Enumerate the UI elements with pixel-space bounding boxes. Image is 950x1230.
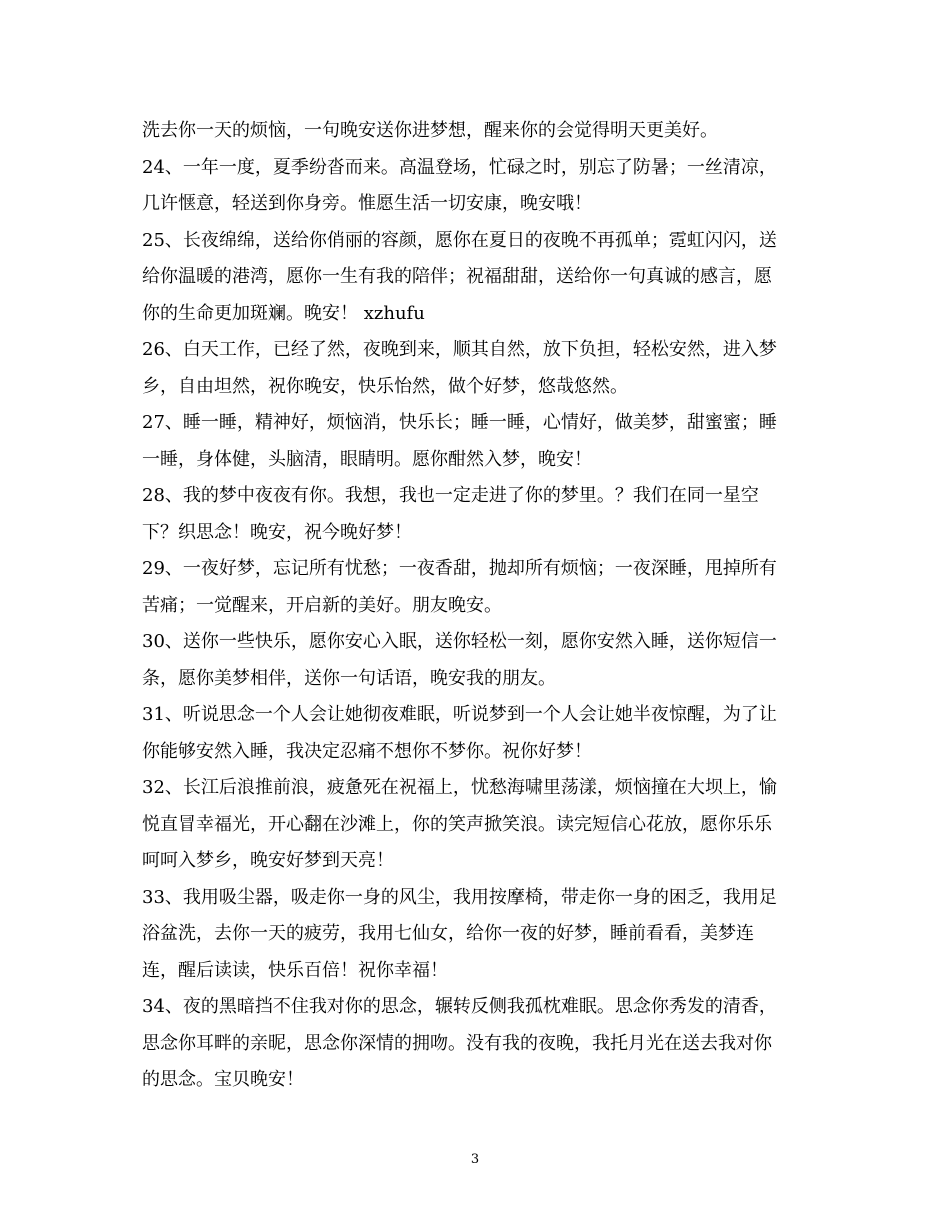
- text-line: 乡，自由坦然，祝你晚安，快乐怡然，做个好梦，悠哉悠然。: [142, 375, 628, 397]
- text-line: 25、长夜绵绵，送给你俏丽的容颜，愿你在夏日的夜晚不再孤单；霓虹闪闪，送: [142, 229, 777, 251]
- text-line: 洗去你一天的烦恼，一句晚安送你进梦想，醒来你的会觉得明天更美好。: [142, 120, 718, 141]
- document-body: [142, 113, 800, 1099]
- text-line: 27、睡一睡，精神好，烦恼消，快乐长；睡一睡，心情好，做美梦，甜蜜蜜；睡: [142, 412, 777, 433]
- text-line: 几许惬意，轻送到你身旁。惟愿生活一切安康，晚安哦！: [142, 193, 592, 214]
- text-line: 浴盆洗，去你一天的疲劳，我用七仙女，给你一夜的好梦，睡前看看，美梦连: [142, 923, 754, 944]
- page-number: 3: [470, 1152, 480, 1167]
- text-line: 28、我的梦中夜夜有你。我想，我也一定走进了你的梦里。？我们在同一星空: [142, 485, 759, 506]
- text-line: 苦痛；一觉醒来，开启新的美好。朋友晚安。: [142, 594, 502, 616]
- text-line: 给你温暖的港湾，愿你一生有我的陪伴；祝福甜甜，送给你一句真诚的感言，愿: [142, 266, 772, 287]
- text-line: 一睡，身体健，头脑清，眼睛明。愿你酣然入梦，晚安！: [142, 448, 592, 470]
- text-line: 的思念。宝贝晚安！: [142, 1069, 304, 1090]
- text-line: 你能够安然入睡，我决定忍痛不想你不梦你。祝你好梦！: [142, 740, 592, 762]
- text-line: 下？织思念！晚安，祝今晚好梦！: [142, 521, 412, 543]
- text-line: 29、一夜好梦，忘记所有忧愁；一夜香甜，抛却所有烦恼；一夜深睡，甩掉所有: [142, 558, 777, 579]
- text-line: 30、送你一些快乐，愿你安心入眠，送你轻松一刻，愿你安然入睡，送你短信一: [142, 631, 777, 652]
- text-line: 你的生命更加斑斓。晚安！ xzhufu: [142, 302, 425, 324]
- text-line: 呵呵入梦乡，晚安好梦到天亮！: [142, 850, 394, 871]
- text-line: 24、一年一度，夏季纷沓而来。高温登场，忙碌之时，别忘了防暑；一丝清凉，: [142, 156, 777, 178]
- text-line: 32、长江后浪推前浪，疲惫死在祝福上，忧愁海啸里荡漾，烦恼撞在大坝上，愉: [142, 777, 777, 798]
- text-line: 条，愿你美梦相伴，送你一句话语，晚安我的朋友。: [142, 667, 556, 689]
- text-line: 31、听说思念一个人会让她彻夜难眠，听说梦到一个人会让她半夜惊醒，为了让: [142, 704, 777, 725]
- text-line: 34、夜的黑暗挡不住我对你的思念，辗转反侧我孤枕难眠。思念你秀发的清香，: [142, 996, 777, 1017]
- text-line: 思念你耳畔的亲昵，思念你深情的拥吻。没有我的夜晚，我托月光在送去我对你: [142, 1032, 772, 1054]
- text-line: 33、我用吸尘器，吸走你一身的风尘，我用按摩椅，带走你一身的困乏，我用足: [142, 886, 777, 908]
- text-line: 连，醒后读读，快乐百倍！祝你幸福！: [142, 959, 448, 981]
- text-line: 26、白天工作，已经了然，夜晚到来，顺其自然，放下负担，轻松安然，进入梦: [142, 339, 777, 360]
- text-line: 悦直冒幸福光，开心翻在沙滩上，你的笑声掀笑浪。读完短信心花放，愿你乐乐: [142, 813, 772, 835]
